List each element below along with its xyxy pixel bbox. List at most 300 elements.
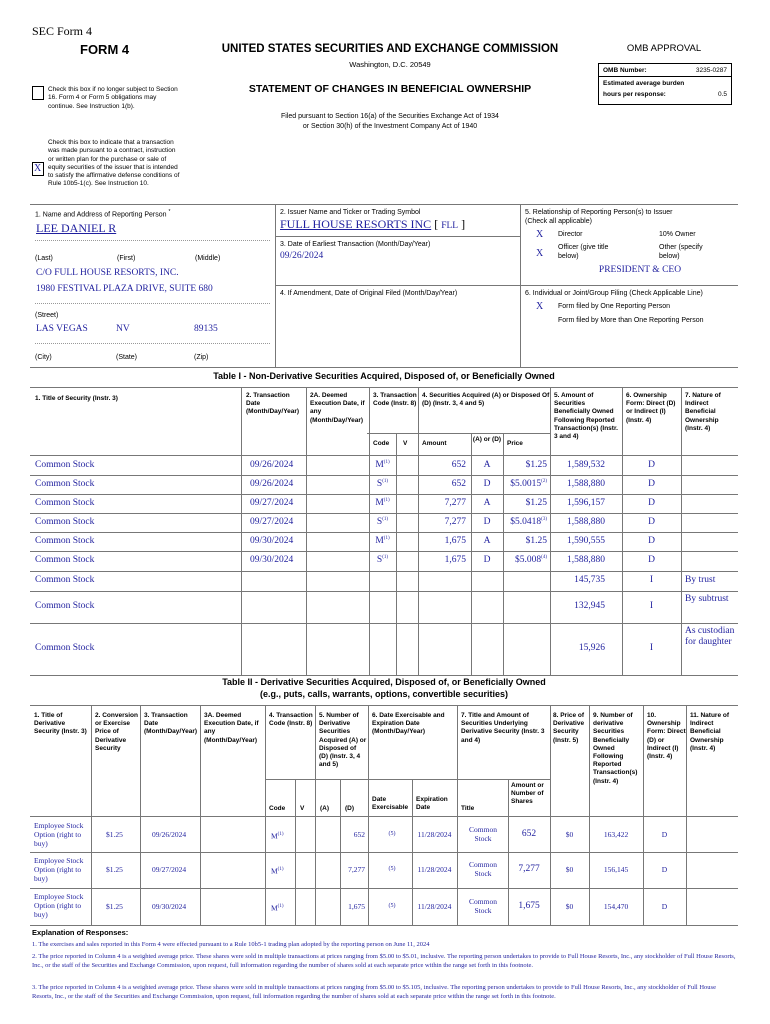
t2-col-border [265,852,266,888]
middle-label: (Middle) [195,255,221,262]
t2-h-number: 5. Number of Derivative Securities Acquired (A) or Disposed of (D) (Instr. 3, 4 and 5) [319,712,367,769]
section16-checkbox[interactable] [32,86,44,100]
t1-col-border [306,456,307,475]
t2-h-price: 8. Price of Derivative Security (Instr. 5) [553,712,585,744]
t2-h-nature: 11. Nature of Indirect Beneficial Ownership (Instr. 4) [690,712,730,752]
t2-h-dateex: Date Exercisable [372,796,409,812]
t2-exercisable[interactable]: (5) [388,830,396,837]
t1-amount: 7,277 [444,516,466,527]
t1-col-border [681,591,682,623]
t1-h-price: Price [507,440,523,447]
street-label: (Street) [35,312,59,319]
t2-row-border [30,852,738,853]
issuer-name-row: FULL HOUSE RESORTS INC [ FLL ] [280,217,466,231]
t1-code-footnote[interactable]: (1) [383,459,390,465]
t2-h-conversion: 2. Conversion or Exercise Price of Derivative Security [95,712,138,752]
t1-owned: 132,945 [574,601,605,611]
t2-expiration: 11/28/2024 [417,901,452,911]
t2-col-border [140,888,141,925]
t2-date: 09/26/2024 [152,829,187,839]
t1-row-border [30,475,738,476]
table2-title-1: Table II - Derivative Securities Acquired, Disposed of, or Beneficially Owned [222,677,546,687]
agency-name: UNITED STATES SECURITIES AND EXCHANGE COMMISSION [221,43,559,55]
t2-h-owned: 9. Number of derivative Securities Beneficially Owned Following Reported Transaction(s) (Instr. 4) [593,712,638,785]
director-label: Director [558,231,583,238]
t2-code-cell [271,902,284,913]
t2-h-code: 4. Transaction Code (Instr. 8) [269,712,313,728]
t1-aord: D [483,516,491,527]
t1-col-border [241,494,242,513]
t2-owned: 156,145 [603,865,629,874]
zip-value: 89135 [194,324,218,334]
t1-col-border [396,532,397,551]
t2-date: 09/27/2024 [152,865,187,874]
t2-col-border [368,852,369,888]
t1-title: Common Stock [35,497,95,508]
t1-price-footnote[interactable]: (2) [541,478,547,484]
t1-row-border [30,513,738,514]
t1-col-border [418,591,419,623]
omb-approval-title: OMB APPROVAL [626,43,702,54]
rule10b51-text: Check this box to indicate that a transaction was made pursuant to a contract, instruction or written plan for the purchase or sale of equity securities of the issuer that is intended to satisfy the affirmative defense conditions of Rule 10b5-1(c). See Instruction 10. [48,139,180,188]
t2-title: Employee Stock Option (right to buy) [34,892,84,919]
t1-col-border [471,591,472,623]
t2-code-footnote[interactable]: (1) [277,867,284,872]
t2-row-border [30,888,738,889]
t1-price: $1.25 [525,459,547,470]
t1-title: Common Stock [35,575,95,585]
earliest-date: 09/26/2024 [280,251,324,261]
earliest-date-label: 3. Date of Earliest Transaction (Month/Day/Year) [280,241,431,248]
t1-h-v: V [403,440,408,447]
t2-underlying-title: Common Stock [469,896,497,915]
t2-h-code2: Code [269,805,286,812]
t1-h-aord: (A) or (D) [472,436,502,443]
agency-city: Washington, D.C. 20549 [349,60,431,69]
rule10b51-checkbox[interactable]: X [32,162,44,176]
t2-col-border [91,817,92,852]
t1-aord: A [483,535,491,546]
t1-form: D [648,497,655,508]
reporting-person-label: 1. Name and Address of Reporting Person * [35,209,171,219]
footnote-2: 2. The price reported in Column 4 is a weighted average price. These shares were sold in multiple transactions at prices ranging from $5.00 to $5.01, inclusive. The reporting person undertakes to provide to Full House Resorts, Inc., any stockholder of Full House Resorts, Inc., or the staff of the Securities and Exchange Commission, upon request, full information regarding the number of shares sold at each separate price within the range set forth in this footnote. [32,953,736,969]
t1-code-footnote[interactable]: (1) [382,478,389,484]
form-title: FORM 4 [80,42,130,57]
t2-col-border [315,852,316,888]
t1-code-footnote[interactable]: (1) [383,497,390,503]
t2-col-border [140,852,141,888]
t1-col-border [503,623,504,675]
one-person-mark[interactable]: X [536,301,544,312]
t1-price-cell [503,479,547,489]
t1-title: Common Stock [35,601,95,611]
t1-col-border [396,571,397,591]
t2-col-border [368,888,369,925]
explanation-title: Explanation of Responses: [32,928,129,937]
t1-col-border [681,571,682,591]
t1-date: 09/26/2024 [250,478,294,489]
t1-owned: 1,588,880 [567,478,605,489]
t1-price-cell [503,517,547,527]
officer-title: PRESIDENT & CEO [598,265,682,275]
t2-title: Employee Stock Option (right to buy) [34,856,84,883]
t2-code: M [271,903,278,912]
t1-date: 09/27/2024 [250,516,294,527]
t1-col-border [306,591,307,623]
t1-h-amount: 5. Amount of Securities Beneficially Owned Following Reported Transaction(s) (Instr. 3 and 4) [554,392,618,441]
t2-h-utitle: Title [461,805,475,812]
t1-code-footnote[interactable]: (1) [383,535,390,541]
t2-price: $1.25 [106,901,123,911]
t2-d: 652 [353,829,365,839]
t1-aord: D [483,478,491,489]
t1-row-border [30,591,738,592]
address-line2: 1980 FESTIVAL PLAZA DRIVE, SUITE 680 [36,284,213,294]
t2-col-border [91,888,92,925]
address-line1: C/O FULL HOUSE RESORTS, INC. [36,268,179,278]
t2-price8: $0 [565,865,574,874]
t2-col-border [686,888,687,925]
t1-owned: 1,590,555 [567,535,605,546]
hours-label: hours per response: [603,91,666,98]
t2-col-border [200,888,201,925]
t2-shares: 7,277 [518,864,540,874]
t1-row-border [30,571,738,572]
t1-owned: 1,596,157 [567,497,605,508]
t2-col-border [315,817,316,852]
t1-price-footnote[interactable]: (4) [541,555,547,560]
t1-code-cell [369,479,396,489]
owner10-label: 10% Owner [659,231,696,238]
t1-form: D [648,535,655,546]
t1-code-footnote[interactable]: (1) [382,516,389,522]
city-value: LAS VEGAS [36,324,88,334]
t2-h-title: 1. Title of Derivative Security (Instr. 3) [34,712,87,736]
t1-h-ownership: 6. Ownership Form: Direct (D) or Indirect (I) (Instr. 4) [626,392,676,424]
t1-col-border [241,551,242,571]
t2-col-border [686,852,687,888]
t2-col-border [140,817,141,852]
t2-col-border [200,852,201,888]
omb-number: 3235-0287 [695,67,727,74]
t2-price8: $0 [565,829,574,839]
t1-price: $1.25 [525,497,547,508]
t1-col-border [681,623,682,675]
t1-col-border [418,571,419,591]
t1-code: S [376,555,383,566]
t1-aord: A [483,497,491,508]
t2-code-footnote[interactable]: (1) [277,903,284,909]
t2-form: D [661,901,668,911]
t1-aord: A [483,459,491,470]
t1-col-border [681,456,682,475]
t1-col-border [396,551,397,571]
t1-col-border [418,623,419,675]
t1-amount: 652 [451,478,466,489]
t1-col-border [681,475,682,494]
t1-row-border [30,551,738,552]
t1-h-nature: 7. Nature of Indirect Beneficial Ownership (Instr. 4) [685,392,721,432]
t1-form: I [649,643,654,653]
t2-price8: $0 [565,901,574,911]
issuer-name[interactable]: FULL HOUSE RESORTS INC [280,217,432,231]
t1-row-border [30,494,738,495]
t2-h-v: V [300,805,305,812]
t1-col-border [369,623,370,675]
t1-title: Common Stock [35,478,95,489]
burden-label: Estimated average burden [603,80,685,87]
t1-date: 09/30/2024 [250,535,294,546]
t1-col-border [369,591,370,623]
t1-price: $5.0418 [510,516,542,527]
t1-col-border [241,475,242,494]
t2-underlying-title: Common Stock [469,824,497,843]
first-label: (First) [117,255,136,262]
t1-col-border [503,591,504,623]
t1-form: I [649,601,654,611]
issuer-label: 2. Issuer Name and Ticker or Trading Symbol [280,209,421,216]
t1-col-border [681,513,682,532]
director-mark[interactable]: X [536,229,544,240]
t2-col-border [686,817,687,852]
t1-owned: 15,926 [578,643,605,653]
table1-title: Table I - Non-Derivative Securities Acquired, Disposed of, or Beneficially Owned [213,371,555,381]
t2-shares: 652 [521,828,537,839]
t2-code: M [271,831,278,840]
t2-exercisable[interactable]: (5) [388,902,396,909]
t2-code-cell [271,830,284,841]
t2-form: D [661,865,668,874]
t1-h-date: 2. Transaction Date (Month/Day/Year) [246,392,300,416]
t1-date: 09/30/2024 [250,555,294,565]
footnote-3: 3. The price reported in Column 4 is a weighted average price. These shares were sold in multiple transactions at prices ranging from $5.00 to $5.105, inclusive. The reporting person undertakes to provide to Full House Resorts, Inc., any stockholder of Full House Resorts, Inc., or the staff of the Securities and Exchange Commission, upon request, full information regarding the number of shares sold at each separate price within the range set forth in this footnote. [32,984,716,1000]
t1-h-code: 3. Transaction Code (Instr. 8) [373,392,417,408]
t2-expiration: 11/28/2024 [417,865,452,874]
t1-form: D [648,459,655,470]
t2-col-border [457,817,458,852]
reporting-person-name[interactable]: LEE DANIEL R [36,221,117,235]
table2-title-2: (e.g., puts, calls, warrants, options, convertible securities) [259,689,509,699]
city-label: (City) [35,354,52,361]
t1-col-border [369,571,370,591]
last-label: (Last) [35,255,53,262]
multi-person-label: Form filed by More than One Reporting Person [558,317,704,324]
t1-nature: As custodian for daughter [685,626,735,647]
t2-d: 1,675 [348,901,365,911]
t1-price-cell [503,498,547,508]
t2-code: M [271,866,278,876]
t2-underlying-title: Common Stock [469,860,497,878]
t1-code-cell [369,498,396,508]
filing-label: 6. Individual or Joint/Group Filing (Check Applicable Line) [525,290,703,297]
t1-col-border [396,623,397,675]
filed-pursuant-2: or Section 30(h) of the Investment Company Act of 1940 [302,123,478,130]
t1-amount: 652 [451,459,466,470]
one-person-label: Form filed by One Reporting Person [558,303,671,310]
zip-label: (Zip) [194,354,209,361]
t1-col-border [471,571,472,591]
t1-date: 09/26/2024 [250,459,294,470]
sec-form-label: SEC Form 4 [32,24,93,38]
omb-number-label: OMB Number: [603,67,647,74]
t1-col-border [241,513,242,532]
t1-col-border [241,623,242,675]
t1-col-border [681,551,682,571]
t2-date: 09/30/2024 [152,901,187,911]
t2-exercisable[interactable]: (5) [388,866,396,872]
t1-col-border [396,513,397,532]
t1-aord: D [483,555,491,565]
t1-date: 09/27/2024 [250,497,294,508]
t1-col-border [396,494,397,513]
t2-h-shares: Amount or Number of Shares [511,782,544,806]
t2-form: D [661,829,668,839]
t2-code-footnote[interactable]: (1) [277,831,284,837]
t2-price: $1.25 [106,865,123,874]
t1-code-footnote[interactable]: (1) [382,555,389,560]
t1-title: Common Stock [35,555,95,565]
other-label: Other (specify below) [659,244,703,260]
t2-col-border [295,817,296,852]
t1-code: M [375,497,384,508]
t2-col-border [368,817,369,852]
t1-owned: 1,589,532 [567,459,605,470]
t1-col-border [306,571,307,591]
amendment-label: 4. If Amendment, Date of Original Filed (Month/Day/Year) [280,290,458,297]
t1-price: $5.0015 [510,478,542,489]
t2-h-exercisable: 6. Date Exercisable and Expiration Date (Month/Day/Year) [372,712,445,736]
t2-code-cell [271,865,284,876]
t2-row-border [30,925,738,926]
t2-price: $1.25 [106,829,123,839]
t2-d: 7,277 [348,865,365,874]
t1-owned: 1,588,880 [567,516,605,527]
t1-title: Common Stock [35,459,95,470]
t1-code-cell [369,517,396,527]
t1-col-border [241,532,242,551]
t1-form: D [648,478,655,489]
relationship-sub: (Check all applicable) [525,218,592,225]
t1-col-border [306,532,307,551]
t1-price: $1.25 [525,535,547,546]
t2-h-deemed: 3A. Deemed Execution Date, if any (Month/Day/Year) [204,712,259,744]
t1-col-border [241,571,242,591]
t1-col-border [396,591,397,623]
t1-code-cell [369,536,396,546]
t1-amount: 1,675 [444,535,466,546]
t1-col-border [306,494,307,513]
footnote-1: 1. The exercises and sales reported in this Form 4 were effected pursuant to a Rule 10b5-1 trading plan adopted by the reporting person on June 11, 2024 [32,941,430,948]
t2-col-border [457,852,458,888]
t1-row-border [30,623,738,624]
t1-h-title: 1. Title of Security (Instr. 3) [35,395,118,402]
t1-title: Common Stock [35,643,95,653]
t2-col-border [200,817,201,852]
filed-pursuant-1: Filed pursuant to Section 16(a) of the Securities Exchange Act of 1934 [281,113,499,120]
t1-col-border [681,494,682,513]
issuer-ticker: FLL [441,221,459,231]
t1-code: S [376,516,383,527]
t1-col-border [503,571,504,591]
t1-form: D [648,516,655,527]
t2-col-border [265,888,266,925]
t1-form: I [649,575,654,585]
t1-col-border [241,591,242,623]
t2-h-date: 3. Transaction Date (Month/Day/Year) [144,712,198,736]
state-value: NV [116,324,130,334]
t2-owned: 154,470 [603,901,629,911]
t2-expiration: 11/28/2024 [417,829,452,839]
t1-h-deemed: 2A. Deemed Execution Date, if any (Month/Day/Year) [310,392,365,424]
officer-mark[interactable]: X [536,248,544,259]
t1-code: S [376,478,383,489]
t1-col-border [306,475,307,494]
t1-nature: By subtrust [685,594,729,604]
officer-label: Officer (give title below) [558,244,609,260]
t1-h-amt: Amount [422,440,447,447]
t2-h-underlying: 7. Title and Amount of Securities Underlying Derivative Security (Instr. 3 and 4) [461,712,545,744]
t1-col-border [396,456,397,475]
t2-h-d: (D) [345,805,355,812]
state-label: (State) [116,354,138,361]
t1-title: Common Stock [35,535,95,546]
t1-col-border [306,551,307,571]
t1-amount: 7,277 [444,497,466,508]
t1-col-border [241,456,242,475]
t1-price-footnote[interactable]: (3) [541,516,547,522]
t1-col-border [306,623,307,675]
t1-col-border [396,475,397,494]
section16-text: Check this box if no longer subject to Section 16. Form 4 or Form 5 obligations may continue. See Instruction 1(b). [48,86,178,110]
t1-row-border [30,532,738,533]
t1-code: M [375,459,384,470]
t1-col-border [471,623,472,675]
t2-col-border [295,852,296,888]
t2-h-form: 10. Ownership Form: Direct (D) or Indirect (I) (Instr. 4) [647,712,686,761]
relationship-label: 5. Relationship of Reporting Person(s) to Issuer [525,209,673,216]
t1-row-border [30,675,738,676]
t2-col-border [315,888,316,925]
hours-value: 0.5 [717,91,727,98]
t2-owned: 163,422 [603,829,629,839]
t1-title: Common Stock [35,516,95,527]
t2-col-border [457,888,458,925]
t1-form: D [648,555,655,565]
t2-h-a: (A) [320,805,330,812]
t1-price-cell [503,536,547,546]
statement-title: STATEMENT OF CHANGES IN BENEFICIAL OWNERSHIP [248,83,532,95]
t1-price-cell [503,555,547,565]
t1-h-securities: 4. Securities Acquired (A) or Disposed Of (D) (Instr. 3, 4 and 5) [422,392,550,408]
t1-amount: 1,675 [444,555,466,565]
t1-price-cell [503,460,547,470]
omb-box [598,63,732,105]
t1-code-cell [369,555,396,565]
t1-col-border [681,532,682,551]
t1-col-border [306,513,307,532]
t2-shares: 1,675 [518,900,540,911]
t2-col-border [295,888,296,925]
t1-h-code2: Code [373,440,390,447]
t1-owned: 145,735 [574,575,605,585]
t1-code-cell [369,460,396,470]
t2-col-border [265,817,266,852]
t1-nature: By trust [685,575,716,585]
t1-owned: 1,588,880 [567,555,605,565]
t2-title: Employee Stock Option (right to buy) [34,821,84,848]
t1-code: M [375,535,384,546]
t2-col-border [91,852,92,888]
